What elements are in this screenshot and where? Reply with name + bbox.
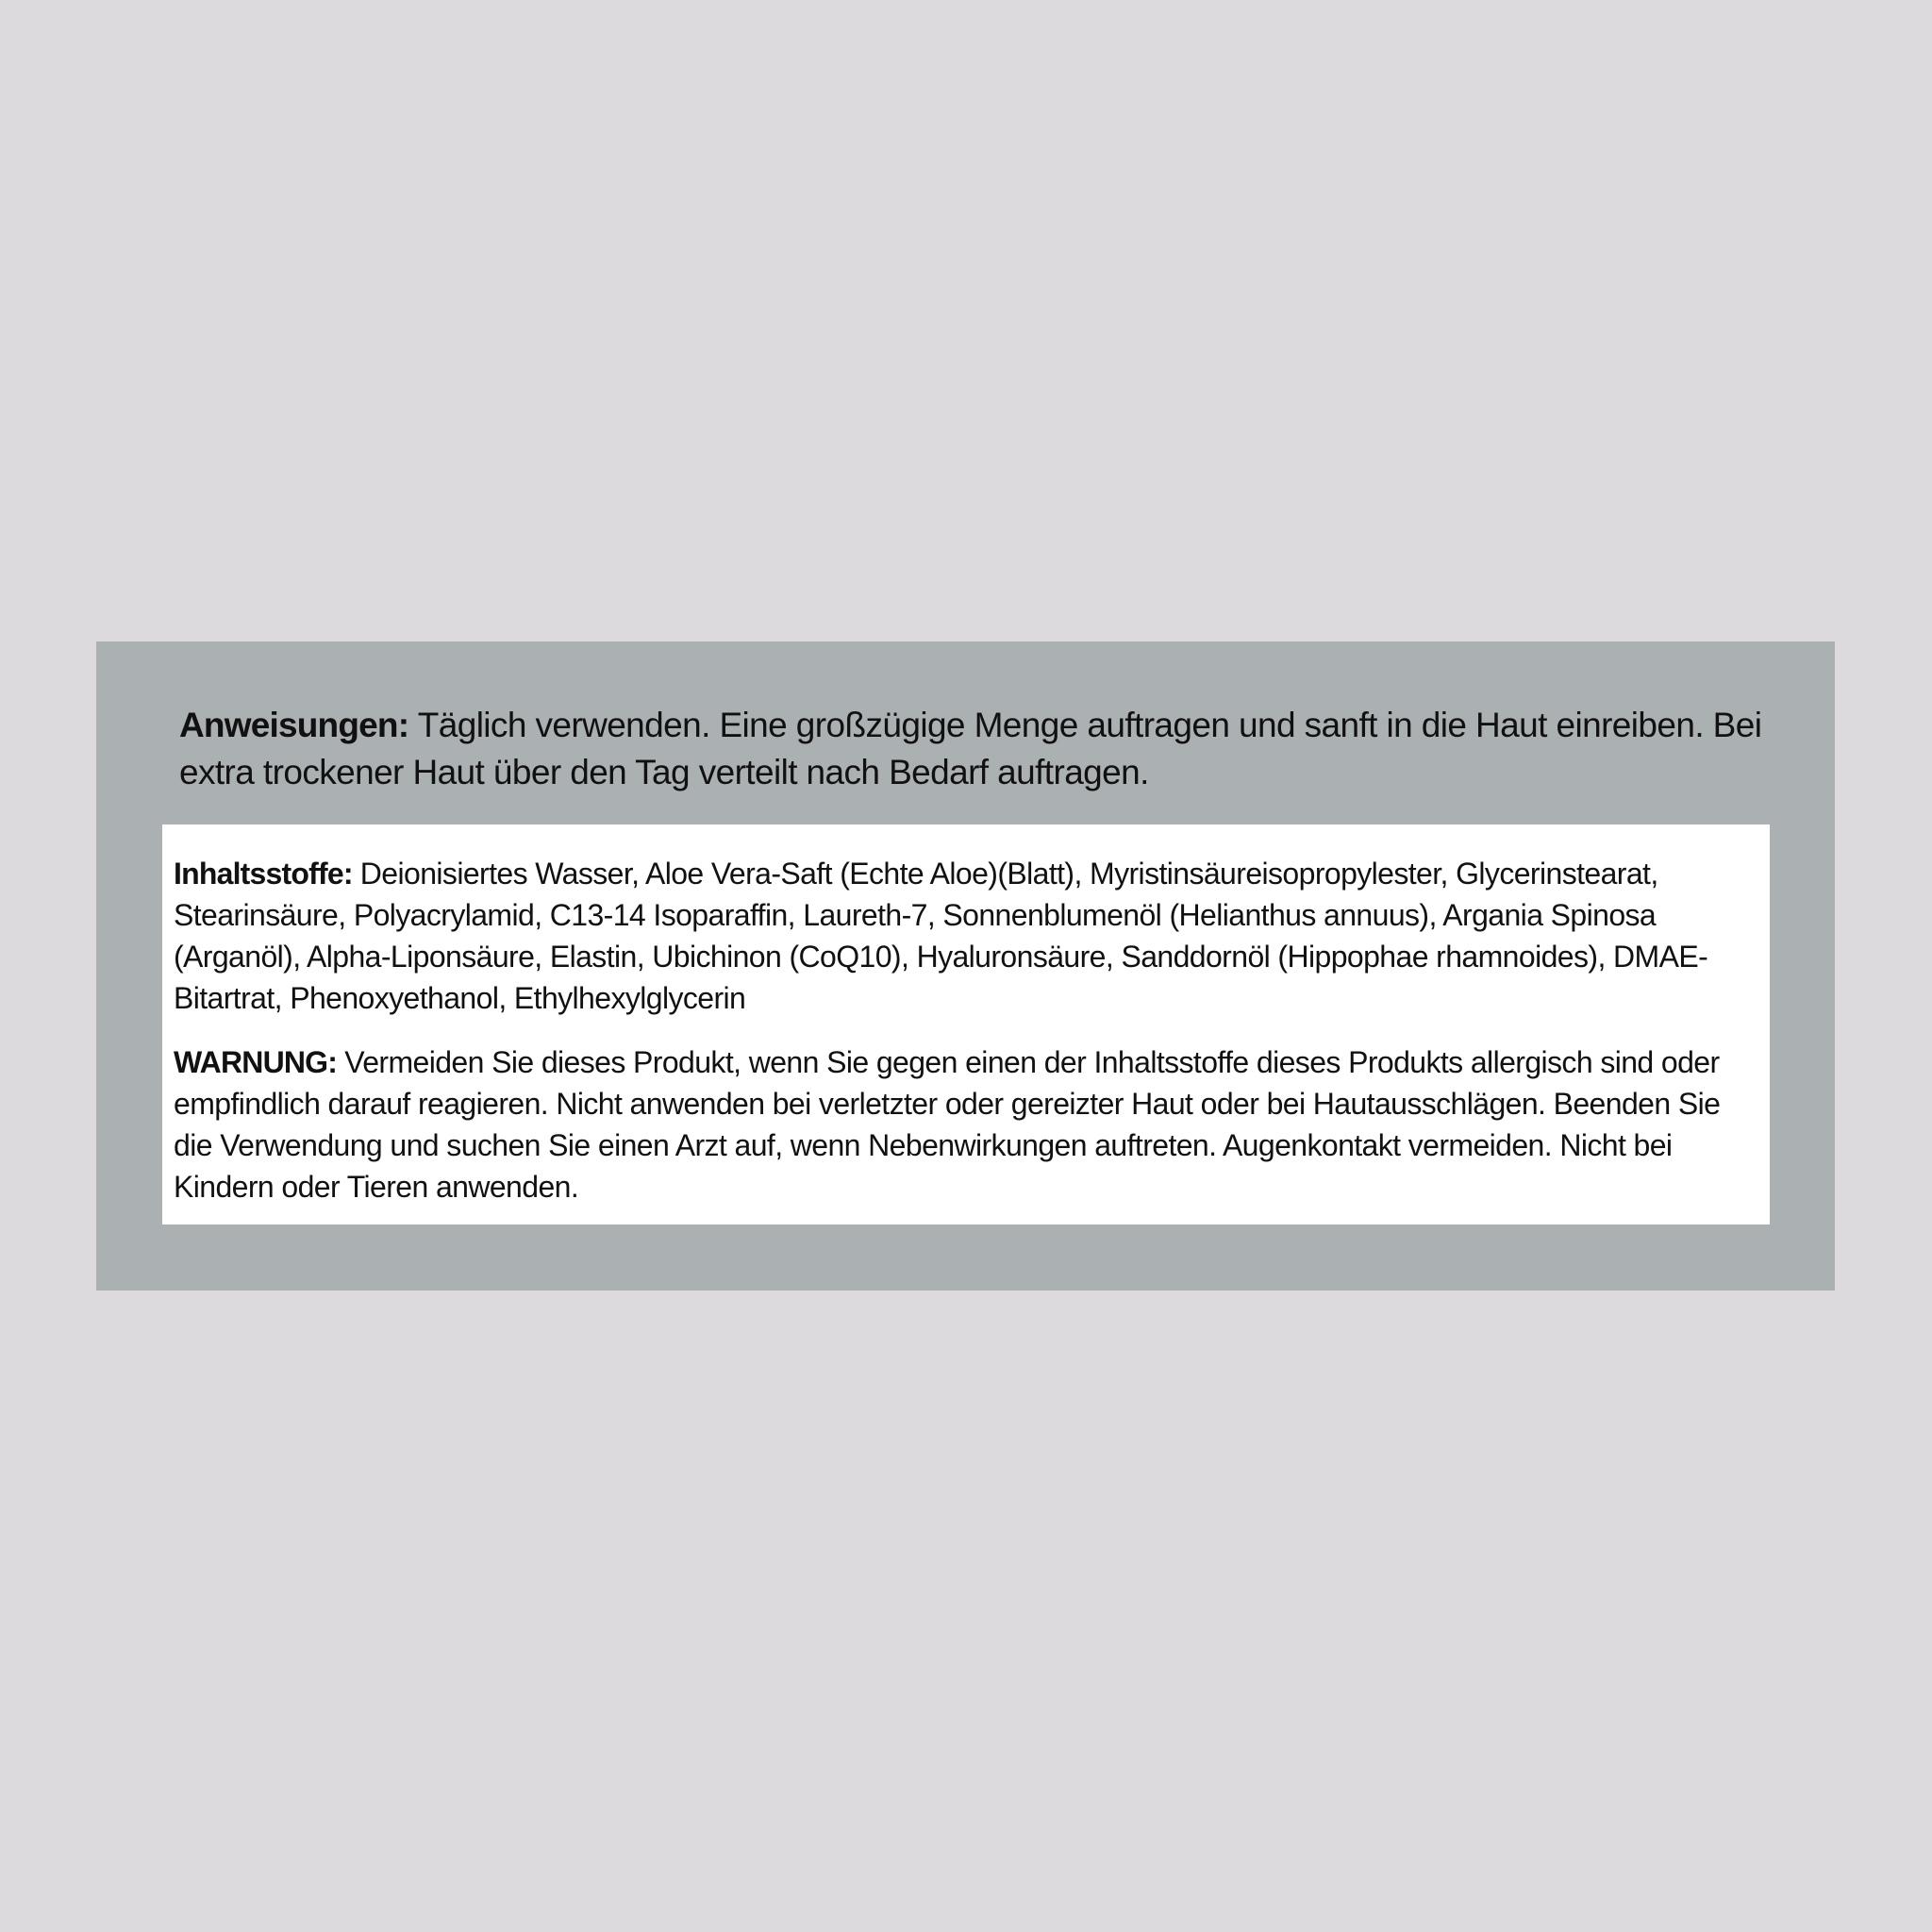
warning-section <box>174 1041 1758 1208</box>
directions-text: Täglich verwenden. Eine großzügige Menge auftragen und sanft in die Haut einreiben. Bei extra trockener Haut über den Tag verteilt nach Bedarf auftragen. <box>179 706 1762 791</box>
warning-text: Vermeiden Sie dieses Produkt, wenn Sie gegen einen der Inhaltsstoffe dieses Produkts allergisch sind oder empfindlich darauf reagieren. Nicht anwenden bei verletzter oder gereizter Haut oder bei Hautausschlägen. Beenden Sie die Verwendung und suchen Sie einen Arzt auf, wenn Nebenwirkungen auftreten. Augenkontakt vermeiden. Nicht bei Kindern oder Tieren anwenden. <box>174 1045 1721 1204</box>
label-panel <box>96 641 1835 1291</box>
ingredients-warning-box <box>162 824 1770 1224</box>
warning-heading: WARNUNG: <box>174 1045 345 1079</box>
ingredients-heading: Inhaltsstoffe: <box>174 857 360 891</box>
directions-heading: Anweisungen: <box>179 706 418 744</box>
directions-section <box>179 702 1774 796</box>
ingredients-text: Deionisiertes Wasser, Aloe Vera-Saft (Echte Aloe)(Blatt), Myristinsäureisopropylester, Glycerinstearat, Stearinsäure, Polyacrylamid, C13-14 Isoparaffin, Laureth-7, Sonnenblumenöl (Helianthus annuus), Argania Spinosa (Arganöl), Alpha-Liponsäure, Elastin, Ubichinon (CoQ10), Hyaluronsäure, Sanddornöl (Hippophae rhamnoides), DMAE-Bitartrat, Phenoxyethanol, Ethylhexylglycerin <box>174 857 1708 1015</box>
ingredients-section <box>174 853 1758 1019</box>
